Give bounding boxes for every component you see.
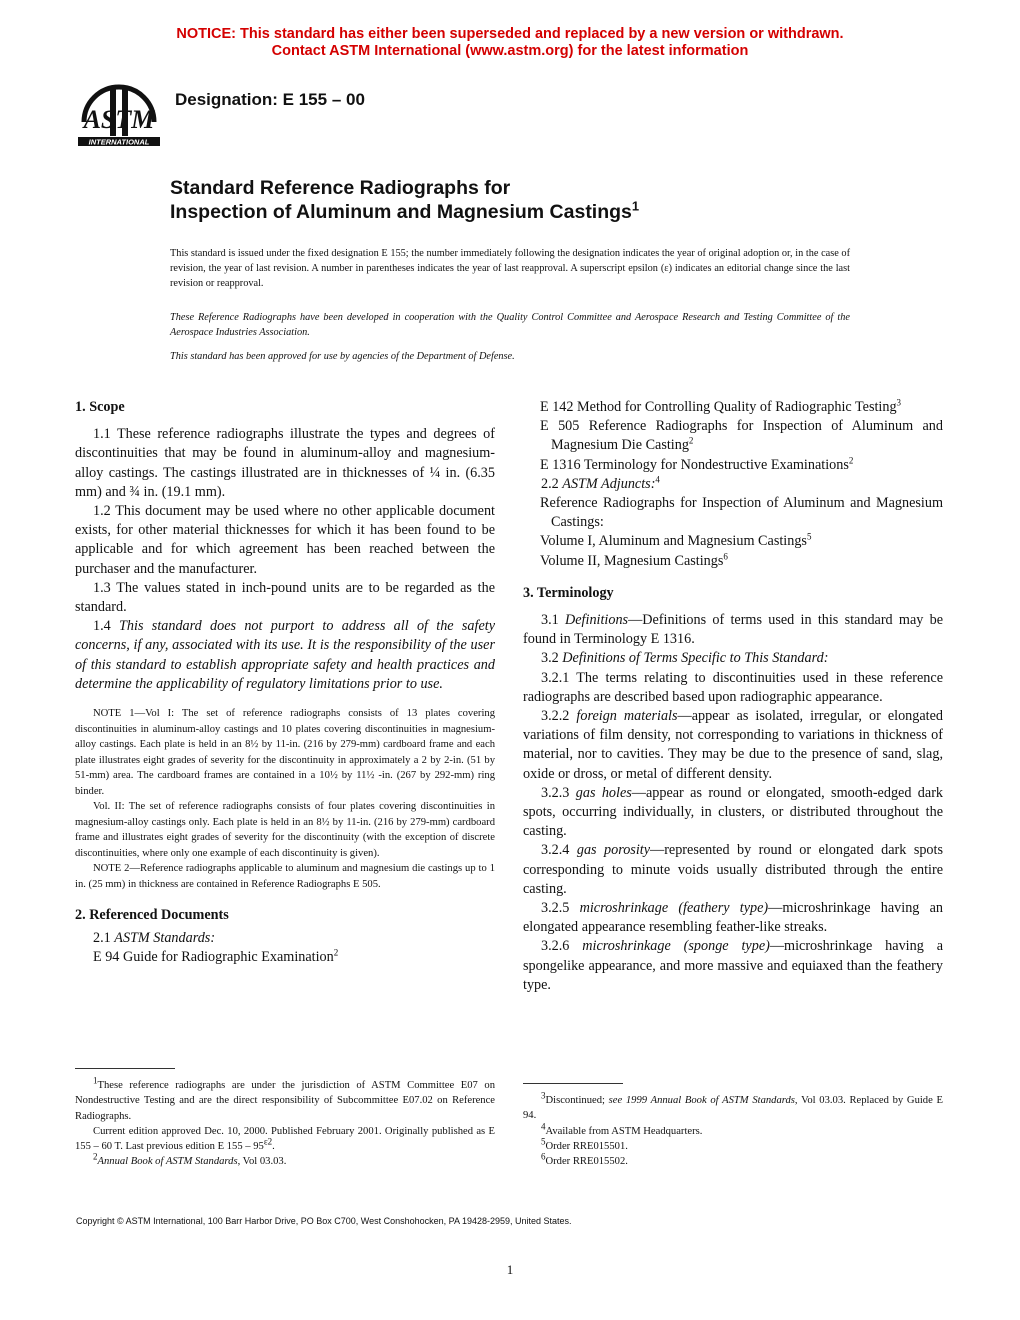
refdocs-2-1: 2.1 ASTM Standards: bbox=[93, 930, 216, 947]
adjunct-title: Reference Radiographs for Inspection of Aluminum and Magnesium Castings: bbox=[540, 495, 943, 531]
notice-line-2: Contact ASTM International (www.astm.org) for the latest information bbox=[271, 43, 749, 59]
term-3-2-2: 3.2.2 foreign materials—appear as isolated, irregular, or elongated variations of film density, not corresponding to variations in thickness of material, nor to cavities. They may be due to the presence of sand, slag, oxide or dross, or metal of different density. bbox=[523, 708, 944, 782]
document-title bbox=[170, 176, 639, 224]
footnote-6: $^6$Order RRE015502. bbox=[541, 1151, 628, 1168]
footnote-1b: Current edition approved Dec. 10, 2000. Published February 2001. Originally published as E 155 – 60 T. Last previous edition E $155 - 95^{\varepsilon 2}$. bbox=[75, 1125, 495, 1153]
note-1-vol2: Vol. II: The set of reference radiographs consists of four plates covering discontinuities in magnesium-alloy castings only. Each plate is held in an 8½ by 11-in. (216 by 279-mm) cardboard frame and illustrates eight grades of severity for the discontinuity (with the exception of discrete discontinuities, where only one example of each discontinuity is given). bbox=[75, 801, 495, 859]
footnotes-left bbox=[75, 1075, 495, 1170]
scope-1-3: 1.3 The values stated in inch-pound units are to be regarded as the standard. bbox=[75, 579, 495, 616]
term-3-2-3: 3.2.3 gas holes—appear as round or elongated, smooth-edged dark spots, occurring individually, in clusters, or distributed throughout the casting. bbox=[523, 784, 944, 840]
page-number: 1 bbox=[506, 1262, 514, 1277]
refdocs-heading: 2. Referenced Documents bbox=[75, 907, 229, 924]
ref-e505: E 505 Reference Radiographs for Inspection of Aluminum and Magnesium Die Casting$^2$ bbox=[540, 418, 943, 454]
scope-1-1: 1.1 These reference radiographs illustrate the types and degrees of discontinuities that may be found in aluminum-alloy and magnesium-alloy castings. The castings illustrated are in thicknesses of ¼ in. (6.35 mm) and ¾ in. (19.1 mm). bbox=[75, 426, 495, 500]
designation: Designation: E 155 – 00 bbox=[175, 90, 365, 109]
notice-line-1: NOTICE: This standard has either been superseded and replaced by a new version or withdrawn. bbox=[176, 26, 844, 42]
notice-banner bbox=[0, 26, 1020, 60]
astm-logo bbox=[76, 78, 162, 156]
intro-paragraph-3: This standard has been approved for use by agencies of the Department of Defense. bbox=[170, 351, 515, 362]
footnote-1: $^1$These reference radiographs are under the jurisdiction of ASTM Committee E07 on Nondestructive Testing and are the direct responsibility of Subcommittee E07.02 on Reference Radiographs. bbox=[75, 1075, 495, 1122]
footnote-3: $^3$Discontinued; see 1999 Annual Book of ASTM Standards, Vol 03.03. Replaced by Guide E 94. bbox=[523, 1090, 943, 1122]
note-1: NOTE 1—Vol I: The set of reference radiographs consists of 13 plates covering discontinuities in aluminum-alloy castings and 10 plates covering discontinuities in magnesium-alloy castings. Each plate is held in an 8½ by 11-in. (216 by 279-mm) cardboard frame and each plate illustrates eight grades of severity for the discontinuity in approximately a 2 by 2-in. (51 by 51-mm) area. The cardboard frames are contained in a 10½ by 11½ -in. (267 by 292-mm) ring binder. bbox=[75, 708, 495, 797]
term-3-2-4: 3.2.4 gas porosity—represented by round or elongated dark spots corresponding to minute voids usually distributed through the entire casting. bbox=[523, 842, 943, 897]
footnote-4: $^4$Available from ASTM Headquarters. bbox=[541, 1121, 703, 1137]
left-column bbox=[75, 398, 495, 968]
footnote-rule-right bbox=[523, 1083, 623, 1084]
ref-e142: E 142 Method for Controlling Quality of Radiographic Testing$^3$ bbox=[540, 397, 902, 415]
svg-text:ASTM: ASTM bbox=[83, 105, 155, 134]
term-3-2-6: 3.2.6 microshrinkage (sponge type)—microshrinkage having a spongelike appearance, and more massive and equiaxed than the feathery type. bbox=[523, 938, 943, 993]
term-3-2: 3.2 Definitions of Terms Specific to This Standard: bbox=[541, 650, 829, 667]
scope-1-2: 1.2 This document may be used where no other applicable document exists, for other material thicknesses for which it has been found to be applicable and for which agreement has been reached between the purchaser and the manufacturer. bbox=[75, 503, 495, 577]
term-3-1: 3.1 Definitions—Definitions of terms used in this standard may be found in Terminology E 1316. bbox=[523, 612, 943, 648]
footnote-5: $^5$Order RRE015501. bbox=[541, 1136, 628, 1152]
terminology-heading: 3. Terminology bbox=[523, 584, 614, 601]
title-line-2: Inspection of Aluminum and Magnesium Castings$^1$ bbox=[170, 198, 640, 223]
term-3-2-5: 3.2.5 microshrinkage (feathery type)—microshrinkage having an elongated appearance resembling feather-like streaks. bbox=[523, 900, 943, 936]
footnotes-right bbox=[523, 1090, 943, 1169]
scope-heading: 1. Scope bbox=[75, 399, 125, 415]
ref-e94: E 94 Guide for Radiographic Examination$^2$ bbox=[93, 947, 339, 966]
intro-paragraph-1: This standard is issued under the fixed designation E 155; the number immediately following the designation indicates the year of original adoption or, in the case of revision, the year of last revision. A number in parentheses indicates the year of last reapproval. A superscript epsilon (ε) indicates an editorial change since the last revision or reapproval. bbox=[170, 248, 850, 289]
copyright: Copyright © ASTM International, 100 Barr Harbor Drive, PO Box C700, West Conshohocken, PA 19428-2959, United States. bbox=[76, 1216, 572, 1226]
term-3-2-1: 3.2.1 The terms relating to discontinuities used in these reference radiographs are described based upon radiographic appearance. bbox=[523, 669, 943, 705]
right-column bbox=[523, 398, 943, 995]
footnote-2: $^2$Annual Book of ASTM Standards, Vol 03.03. bbox=[93, 1151, 287, 1168]
refdocs-2-2: 2.2 ASTM Adjuncts:$^4$ bbox=[541, 474, 660, 492]
title-line-1: Standard Reference Radiographs for bbox=[170, 177, 511, 199]
svg-text:INTERNATIONAL: INTERNATIONAL bbox=[88, 137, 150, 147]
intro-paragraph-2: These Reference Radiographs have been developed in cooperation with the Quality Control Committee and Aerospace Research and Testing Committee of the Aerospace Industries Association. bbox=[170, 312, 850, 338]
note-2: NOTE 2—Reference radiographs applicable to aluminum and magnesium die castings up to 1 in. (25 mm) in thickness are contained in Reference Radiographs E 505. bbox=[75, 863, 495, 890]
footnote-rule-left bbox=[75, 1068, 175, 1069]
adjunct-vol1: Volume I, Aluminum and Magnesium Castings$^5$ bbox=[540, 531, 812, 550]
adjunct-vol2: Volume II, Magnesium Castings$^6$ bbox=[540, 550, 728, 569]
scope-1-4: 1.4 This standard does not purport to address all of the safety concerns, if any, associated with its use. It is the responsibility of the user of this standard to establish appropriate safety and health practices and determine the applicability of regulatory limitations prior to use. bbox=[75, 618, 495, 692]
ref-e1316: E 1316 Terminology for Nondestructive Examinations$^2$ bbox=[540, 454, 854, 473]
